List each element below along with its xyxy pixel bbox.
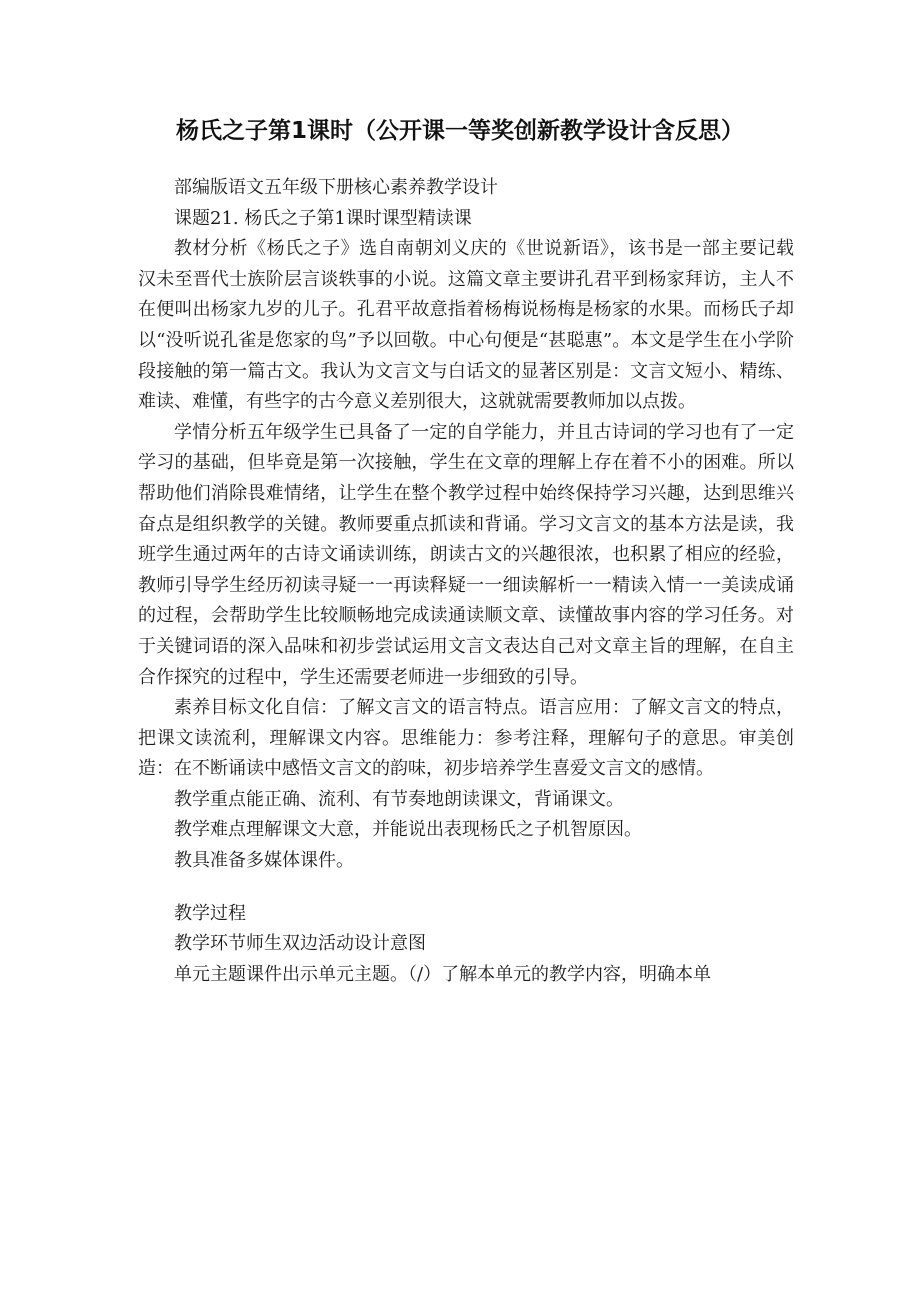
document-body: [138, 173, 794, 990]
paragraph-textbook-analysis: 教材分析《杨氏之子》选自南朝刘义庆的《世说新语》，该书是一部主要记载汉未至晋代士族阶层言谈轶事的小说。这篇文章主要讲孔君平到杨家拜访，主人不在便叫出杨家九岁的儿子。孔君平故意指着杨梅说杨梅是杨家的水果。而杨氏子却以“没听说孔雀是您家的鸟”予以回敬。中心句便是“甚聪惠”。本文是学生在小学阶段接触的第一篇古文。我认为文言文与白话文的显著区别是：文言文短小、精练、难读、难懂，有些字的古今意义差别很大，这就就需要教师加以点拨。: [138, 238, 794, 413]
document-title: 杨氏之子第1课时（公开课一等奖创新教学设计含反思）: [175, 118, 744, 144]
difficulty-line: 教学难点理解课文大意，并能说出表现杨氏之子机智原因。: [174, 819, 642, 841]
paragraph-student-analysis: 学情分析五年级学生已具备了一定的自学能力，并且古诗词的学习也有了一定学习的基础，但毕竟是第一次接触，学生在文章的理解上存在着不小的困难。所以帮助他们消除畏难情绪，让学生在整个教学过程中始终保持学习兴趣，达到思维兴奋点是组织教学的关键。教师要重点抓读和背诵。学习文言文的基本方法是读，我班学生通过两年的古诗文诵读训练，朗读古文的兴趣很浓，也积累了相应的经验，教师引导学生经历初读寻疑一一再读释疑一一细读解析一一精读入情一一美读成诵的过程，会帮助学生比较顺畅地完成读通读顺文章、读懂故事内容的学习任务。对于关键词语的深入品味和初步尝试运用文言文表达自己对文章主旨的理解，在自主合作探究的过程中，学生还需要老师进一步细致的引导。: [138, 421, 794, 688]
process-heading: 教学过程: [174, 902, 246, 924]
table-header-line: 教学环节师生双边活动设计意图: [174, 933, 426, 955]
lesson-line: 课题21. 杨氏之子第1课时课型精读课: [174, 207, 472, 229]
key-point-line: 教学重点能正确、流利、有节奏地朗读课文，背诵课文。: [174, 788, 624, 810]
unit-theme-line: 单元主题课件出示单元主题。（/）了解本单元的教学内容，明确本单: [174, 963, 712, 985]
subtitle-line: 部编版语文五年级下册核心素养教学设计: [174, 177, 498, 198]
tools-line: 教具准备多媒体课件。: [174, 850, 354, 872]
paragraph-literacy-goals: 素养目标文化自信：了解文言文的语言特点。语言应用：了解文言文的特点，把课文读流利，理解课文内容。思维能力：参考注释，理解句子的意思。审美创造：在不断诵读中感悟文言文的韵味，初步培养学生喜爱文言文的感情。: [138, 697, 794, 780]
spacer: [138, 877, 794, 899]
